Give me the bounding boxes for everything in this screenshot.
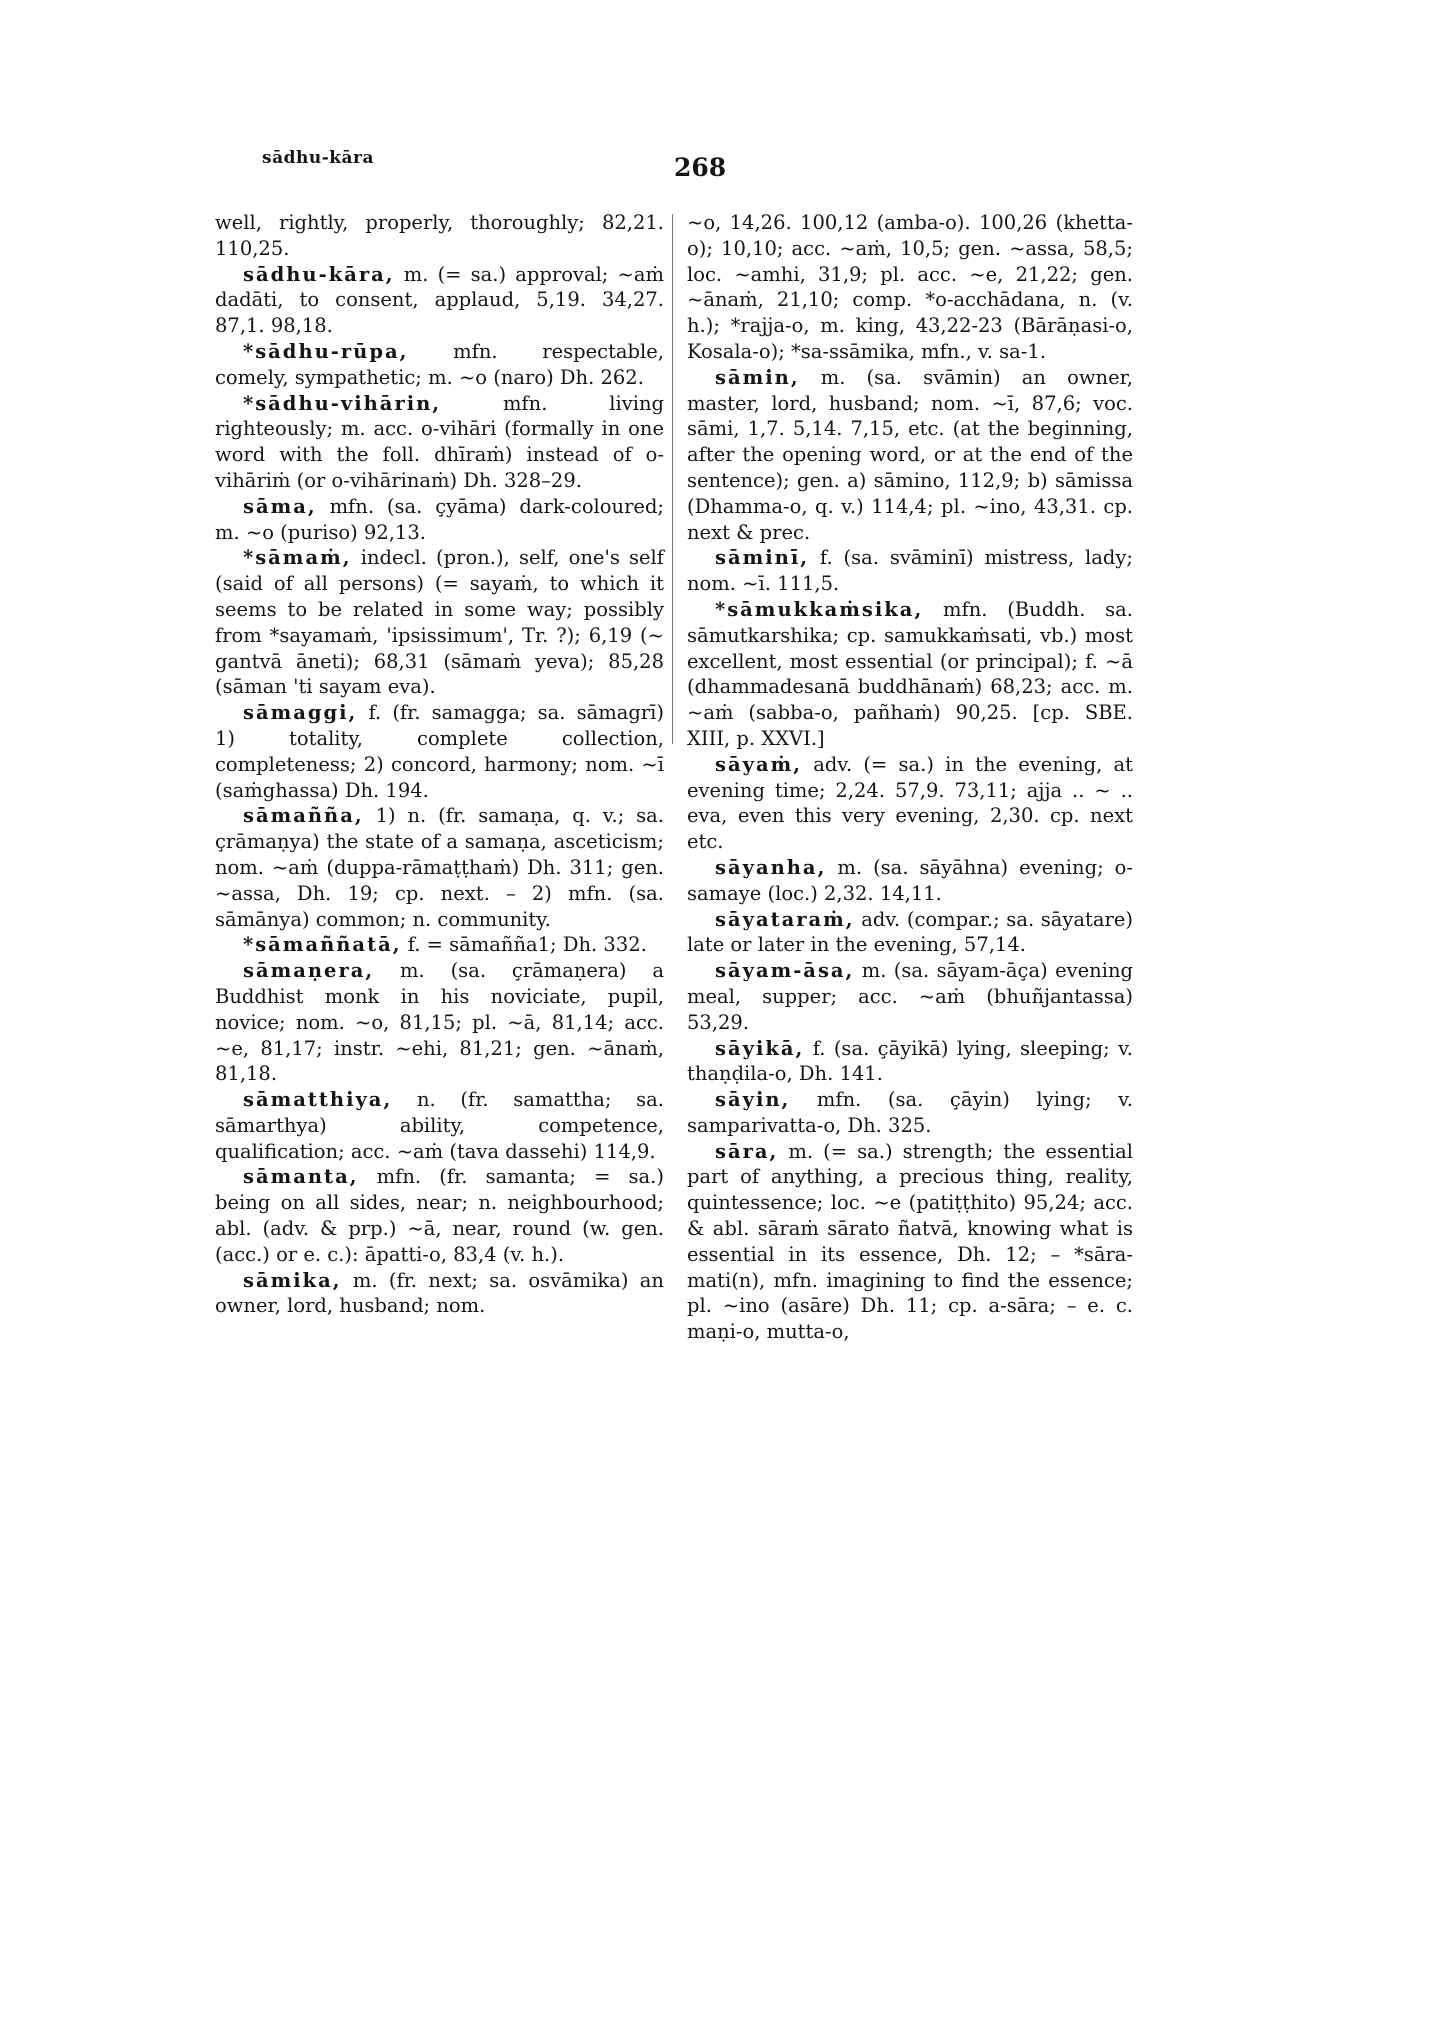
entry-headword: sāmika, xyxy=(243,1268,342,1292)
column-divider xyxy=(672,214,673,744)
entry-text: mfn. (sa. çāyin) lying; v. samparivatta-o, Dh. 325. xyxy=(687,1088,1133,1137)
entry-headword: *sādhu-rūpa, xyxy=(243,339,409,363)
dictionary-entry xyxy=(215,339,664,391)
entry-text: mfn. living righteously; m. acc. o-vihāri (formally in one word with the foll. dhīraṁ) instead of o-vihāriṁ (or o-vihārinaṁ) Dh. 328–29. xyxy=(215,391,665,492)
dictionary-entry xyxy=(215,1164,664,1267)
entry-text: m. (sa. sāyam-āça) evening meal, supper; acc. ~aṁ (bhuñjantassa) 53,29. xyxy=(687,959,1134,1034)
dictionary-entry xyxy=(687,597,1133,752)
right-column xyxy=(687,210,1133,1345)
dictionary-entry xyxy=(215,262,664,339)
running-head: sādhu-kāra xyxy=(262,148,375,168)
dictionary-entry xyxy=(687,545,1133,597)
entry-text: m. (= sa.) approval; ~aṁ dadāti, to consent, applaud, 5,19. 34,27. 87,1. 98,18. xyxy=(215,262,664,338)
entry-text: 1) n. (fr. samaṇa, q. v.; sa. çrāmaṇya) the state of a samaṇa, asceticism; nom. ~aṁ (duppa-rāmaṭṭhaṁ) Dh. 311; gen. ~assa, Dh. 19; cp. next. – 2) mfn. (sa. sāmānya) common; n. community. xyxy=(215,804,664,931)
entry-headword: *sādhu-vihārin, xyxy=(243,391,442,415)
entry-headword: sāyam-āsa, xyxy=(715,959,855,983)
dictionary-entry xyxy=(687,210,1133,365)
dictionary-entry xyxy=(215,391,664,494)
dictionary-entry xyxy=(215,700,664,803)
entry-text: mfn. (Buddh. sa. sāmutkarshika; cp. samukkaṁsati, vb.) most excellent, most essential (or principal); f. ~ā (dhammadesanā buddhānaṁ) 68,23; acc. m. ~aṁ (sabba-o, pañhaṁ) 90,25. [cp. SBE. XIII, p. XXVI.] xyxy=(687,597,1133,750)
entry-headword: sāma, xyxy=(243,494,317,518)
entry-headword: sāyaṁ, xyxy=(715,752,803,776)
entry-text: m. (sa. sāyāhna) evening; o-samaye (loc.) 2,32. 14,11. xyxy=(687,855,1133,905)
entry-text: ~o, 14,26. 100,12 (amba-o). 100,26 (khetta-o); 10,10; acc. ~aṁ, 10,5; gen. ~assa, 58,5; loc. ~amhi, 31,9; pl. acc. ~e, 21,22; gen. ~ānaṁ, 21,10; comp. *o-acchādana, n. (v. h.); *rajja-o, m. king, 43,22-23 (Bārāṇasi-o, Kosala-o); *sa-ssāmika, mfn., v. sa-1. xyxy=(687,211,1133,363)
entry-headword: sāyin, xyxy=(715,1088,791,1112)
entry-text: adv. (compar.; sa. sāyatare) late or later in the evening, 57,14. xyxy=(687,907,1133,957)
entry-headword: sādhu-kāra, xyxy=(243,262,395,286)
entry-headword: sāmatthiya, xyxy=(243,1088,393,1112)
entry-headword: sāmaṇera, xyxy=(243,959,375,983)
dictionary-entry xyxy=(687,752,1133,855)
entry-headword: sāmanta, xyxy=(243,1165,359,1189)
entry-text: f. = sāmañña1; Dh. 332. xyxy=(407,933,647,957)
entry-headword: sāyanha, xyxy=(715,855,827,879)
dictionary-entry xyxy=(687,1087,1133,1139)
dictionary-entry xyxy=(215,1087,664,1164)
entry-headword: sāyataraṁ, xyxy=(715,907,855,931)
entry-text: f. (fr. samagga; sa. sāmagrī) 1) totality, complete collection, completeness; 2) concord, harmony; nom. ~ī (saṁghassa) Dh. 194. xyxy=(215,701,665,802)
left-column xyxy=(215,210,664,1319)
entry-text: mfn. (fr. samanta; = sa.) being on all sides, near; n. neighbourhood; abl. (adv. & prp.) ~ā, near, round (w. gen. (acc.) or e. c.): āpatti-o, 83,4 (v. h.). xyxy=(215,1165,664,1266)
entry-text: indecl. (pron.), self, one's self (said of all persons) (= sayaṁ, to which it seems to be related in some way; possibly from *sayamaṁ, 'ipsissimum', Tr. ?); 6,19 (~ gantvā āneti); 68,31 (sāmaṁ yeva); 85,28 (sāman 'ti sayam eva). xyxy=(215,546,664,699)
entry-headword: sāmañña, xyxy=(243,804,364,828)
entry-headword: *sāmukkaṁsika, xyxy=(715,597,924,621)
dictionary-entry xyxy=(687,365,1133,546)
entry-headword: *sāmaṁ, xyxy=(243,546,352,570)
dictionary-entry xyxy=(687,1036,1133,1088)
dictionary-entry xyxy=(687,958,1133,1035)
entry-text: mfn. respectable, comely, sympathetic; m. ~o (naro) Dh. 262. xyxy=(215,339,664,389)
entry-text: adv. (= sa.) in the evening, at evening time; 2,24. 57,9. 73,11; ajja .. ~ .. eva, even this very evening, 2,30. cp. next etc. xyxy=(687,752,1133,854)
entry-headword: sāra, xyxy=(715,1139,779,1163)
entry-text: m. (= sa.) strength; the essential part of anything, a precious thing, reality, quintessence; loc. ~e (patiṭṭhito) 95,24; acc. & abl. sāraṁ sārato ñatvā, knowing what is essential in its essence, Dh. 12; – *sāra-mati(n), mfn. imagining to find the essence; pl. ~ino (asāre) Dh. 11; cp. a-sāra; – e. c. maṇi-o, mutta-o, xyxy=(687,1139,1133,1344)
entry-headword: sāmaggi, xyxy=(243,701,358,725)
entry-text: m. (sa. svāmin) an owner, master, lord, husband; nom. ~ī, 87,6; voc. sāmi, 1,7. 5,14. 7,15, etc. (at the beginning, after the opening word, or at the end of the sentence); gen. a) sāmino, 112,9; b) sāmissa (Dhamma-o, q. v.) 114,4; pl. ~ino, 43,31. cp. next & prec. xyxy=(687,365,1133,544)
entry-text: mfn. (sa. çyāma) dark-coloured; m. ~o (puriso) 92,13. xyxy=(215,494,665,544)
entry-headword: *sāmaññatā, xyxy=(243,933,402,957)
dictionary-entry xyxy=(215,803,664,932)
entry-headword: sāminī, xyxy=(715,546,810,570)
entry-text: m. (sa. çrāmaṇera) a Buddhist monk in his noviciate, pupil, novice; nom. ~o, 81,15; pl. ~ā, 81,14; acc. ~e, 81,17; instr. ~ehi, 81,21; gen. ~ānaṁ, 81,18. xyxy=(215,959,664,1086)
entry-text: m. (fr. next; sa. osvāmika) an owner, lord, husband; nom. xyxy=(215,1268,664,1318)
dictionary-entry xyxy=(215,1268,664,1320)
entry-text: f. (sa. svāminī) mistress, lady; nom. ~ī. 111,5. xyxy=(687,546,1133,596)
entry-text: well, rightly, properly, thoroughly; 82,21. 110,25. xyxy=(215,211,664,260)
dictionary-entry xyxy=(215,932,664,958)
dictionary-entry xyxy=(687,1139,1133,1345)
dictionary-entry xyxy=(687,855,1133,907)
dictionary-entry xyxy=(687,907,1133,959)
dictionary-entry xyxy=(215,545,664,700)
dictionary-entry xyxy=(215,494,664,546)
dictionary-entry xyxy=(215,210,664,262)
dictionary-entry xyxy=(215,958,664,1087)
entry-headword: sāmin, xyxy=(715,365,800,389)
page-number: 268 xyxy=(674,153,727,182)
entry-text: n. (fr. samattha; sa. sāmarthya) ability, competence, qualification; acc. ~aṁ (tava dassehi) 114,9. xyxy=(215,1088,664,1163)
entry-headword: sāyikā, xyxy=(715,1036,805,1060)
entry-text: f. (sa. çāyikā) lying, sleeping; v. thaṇḍila-o, Dh. 141. xyxy=(687,1036,1133,1086)
